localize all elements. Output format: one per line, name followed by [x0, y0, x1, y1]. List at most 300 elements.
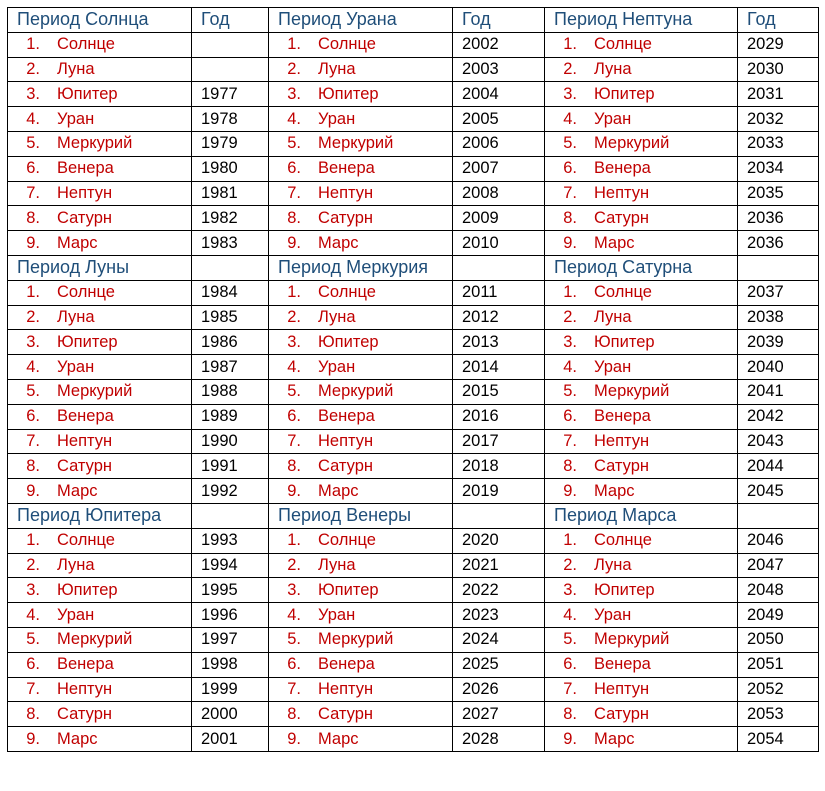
table-row: [8, 528, 819, 553]
list-number: 7.: [26, 679, 40, 698]
list-number: 2.: [26, 555, 40, 574]
planet-cell: [269, 404, 453, 429]
list-number: 1.: [563, 283, 577, 302]
year-cell: 2027: [453, 702, 545, 727]
period-title: Период Юпитера: [8, 503, 192, 528]
list-number: 7.: [563, 183, 577, 202]
planet-name: Уран: [594, 605, 632, 624]
planet-cell: [8, 603, 192, 628]
table-row: [8, 627, 819, 652]
planet-cell: [545, 479, 738, 504]
table-row: [8, 652, 819, 677]
planet-name: Меркурий: [57, 134, 133, 153]
planet-name: Юпитер: [318, 580, 379, 599]
planet-name: Марс: [594, 233, 635, 252]
list-number: 7.: [287, 183, 301, 202]
year-cell: 2048: [738, 578, 819, 603]
list-number: 6.: [26, 407, 40, 426]
planet-name: Юпитер: [318, 332, 379, 351]
planet-cell: [545, 231, 738, 256]
planet-name: Нептун: [318, 679, 374, 698]
list-number: 3.: [287, 84, 301, 103]
year-cell: 2045: [738, 479, 819, 504]
list-number: 4.: [287, 605, 301, 624]
planet-cell: [269, 206, 453, 231]
planet-name: Венера: [318, 655, 375, 674]
planet-periods-table: [7, 7, 819, 752]
planet-cell: [8, 429, 192, 454]
planet-cell: [269, 156, 453, 181]
list-number: 5.: [563, 134, 577, 153]
planet-name: Венера: [594, 159, 651, 178]
list-number: 5.: [26, 134, 40, 153]
year-cell: 1993: [192, 528, 269, 553]
table-row: [8, 603, 819, 628]
planet-name: Луна: [57, 555, 95, 574]
year-cell: 2004: [453, 82, 545, 107]
planet-cell: [545, 454, 738, 479]
year-cell: 2040: [738, 355, 819, 380]
year-cell: 2032: [738, 107, 819, 132]
list-number: 8.: [563, 704, 577, 723]
period-header-row: [8, 255, 819, 280]
planet-cell: [8, 107, 192, 132]
planet-cell: [269, 355, 453, 380]
list-number: 3.: [26, 580, 40, 599]
list-number: 1.: [26, 283, 40, 302]
list-number: 7.: [26, 183, 40, 202]
planet-name: Нептун: [57, 431, 113, 450]
table-row: [8, 82, 819, 107]
planet-cell: [8, 479, 192, 504]
year-cell: 2028: [453, 727, 545, 752]
year-cell: 2021: [453, 553, 545, 578]
planet-cell: [269, 32, 453, 57]
planet-cell: [8, 32, 192, 57]
year-cell: 1992: [192, 479, 269, 504]
year-cell: 2042: [738, 404, 819, 429]
list-number: 3.: [563, 332, 577, 351]
table-row: [8, 305, 819, 330]
planet-name: Солнце: [57, 283, 115, 302]
planet-cell: [269, 702, 453, 727]
year-cell: 2030: [738, 57, 819, 82]
planet-name: Солнце: [318, 531, 376, 550]
planet-cell: [269, 231, 453, 256]
year-cell: 2034: [738, 156, 819, 181]
planet-name: Уран: [57, 109, 95, 128]
planet-cell: [8, 131, 192, 156]
list-number: 1.: [26, 35, 40, 54]
list-number: 3.: [287, 580, 301, 599]
list-number: 4.: [287, 357, 301, 376]
year-cell: 2024: [453, 627, 545, 652]
list-number: 3.: [287, 332, 301, 351]
planet-name: Юпитер: [594, 84, 655, 103]
planet-cell: [8, 702, 192, 727]
planet-cell: [8, 454, 192, 479]
year-cell: 1986: [192, 330, 269, 355]
planet-name: Луна: [57, 307, 95, 326]
planet-name: Юпитер: [318, 84, 379, 103]
planet-name: Марс: [57, 233, 98, 252]
planet-cell: [8, 528, 192, 553]
year-cell: 2016: [453, 404, 545, 429]
planet-cell: [8, 652, 192, 677]
year-cell: 2005: [453, 107, 545, 132]
table-row: [8, 702, 819, 727]
list-number: 8.: [563, 456, 577, 475]
planet-name: Венера: [57, 407, 114, 426]
planet-cell: [545, 355, 738, 380]
list-number: 7.: [26, 431, 40, 450]
period-header-row: [8, 503, 819, 528]
period-title: Период Солнца: [8, 8, 192, 33]
planet-name: Нептун: [318, 183, 374, 202]
planet-name: Меркурий: [318, 382, 394, 401]
list-number: 5.: [563, 382, 577, 401]
list-number: 5.: [26, 630, 40, 649]
planet-cell: [269, 479, 453, 504]
planet-name: Луна: [594, 59, 632, 78]
list-number: 5.: [287, 134, 301, 153]
planet-cell: [269, 330, 453, 355]
planet-name: Уран: [318, 109, 356, 128]
list-number: 8.: [26, 456, 40, 475]
planet-name: Уран: [594, 357, 632, 376]
list-number: 2.: [563, 59, 577, 78]
planet-name: Юпитер: [57, 332, 118, 351]
year-cell: 1983: [192, 231, 269, 256]
planet-name: Меркурий: [57, 382, 133, 401]
planet-name: Нептун: [57, 183, 113, 202]
year-column-header: [738, 255, 819, 280]
list-number: 8.: [287, 208, 301, 227]
list-number: 7.: [563, 679, 577, 698]
table-row: [8, 727, 819, 752]
year-cell: 1982: [192, 206, 269, 231]
table-row: [8, 429, 819, 454]
planet-name: Юпитер: [594, 580, 655, 599]
planet-name: Луна: [318, 555, 356, 574]
planet-cell: [545, 330, 738, 355]
list-number: 6.: [563, 655, 577, 674]
year-cell: 1996: [192, 603, 269, 628]
planet-cell: [269, 379, 453, 404]
planet-cell: [269, 181, 453, 206]
planet-name: Марс: [594, 481, 635, 500]
planet-cell: [545, 528, 738, 553]
list-number: 3.: [26, 332, 40, 351]
table-row: [8, 479, 819, 504]
year-cell: 1981: [192, 181, 269, 206]
planet-name: Сатурн: [318, 704, 374, 723]
planet-name: Луна: [594, 555, 632, 574]
year-cell: 2010: [453, 231, 545, 256]
list-number: 1.: [287, 35, 301, 54]
period-title: Период Меркурия: [269, 255, 453, 280]
list-number: 4.: [26, 357, 40, 376]
year-cell: 2043: [738, 429, 819, 454]
year-cell: 1991: [192, 454, 269, 479]
year-cell: 1987: [192, 355, 269, 380]
list-number: 9.: [287, 233, 301, 252]
year-cell: 1978: [192, 107, 269, 132]
planet-name: Нептун: [594, 183, 650, 202]
list-number: 9.: [563, 481, 577, 500]
list-number: 9.: [287, 481, 301, 500]
planet-name: Солнце: [594, 531, 652, 550]
planet-cell: [545, 107, 738, 132]
year-column-header: [453, 255, 545, 280]
list-number: 9.: [563, 729, 577, 748]
year-cell: 2019: [453, 479, 545, 504]
list-number: 4.: [26, 605, 40, 624]
list-number: 4.: [26, 109, 40, 128]
planet-cell: [269, 578, 453, 603]
list-number: 6.: [26, 655, 40, 674]
year-cell: 2038: [738, 305, 819, 330]
year-cell: 2009: [453, 206, 545, 231]
list-number: 3.: [563, 84, 577, 103]
period-header-row: [8, 8, 819, 33]
planet-cell: [8, 355, 192, 380]
year-cell: 2037: [738, 280, 819, 305]
planet-cell: [545, 652, 738, 677]
planet-cell: [545, 553, 738, 578]
planet-name: Уран: [594, 109, 632, 128]
list-number: 4.: [287, 109, 301, 128]
year-cell: 2002: [453, 32, 545, 57]
planet-name: Нептун: [318, 431, 374, 450]
planet-name: Солнце: [57, 531, 115, 550]
list-number: 6.: [26, 159, 40, 178]
planet-cell: [545, 181, 738, 206]
table-row: [8, 379, 819, 404]
year-cell: [192, 57, 269, 82]
period-title: Период Нептуна: [545, 8, 738, 33]
planet-cell: [8, 305, 192, 330]
year-cell: [192, 32, 269, 57]
planet-cell: [269, 454, 453, 479]
planet-cell: [8, 330, 192, 355]
year-cell: 1979: [192, 131, 269, 156]
table-row: [8, 404, 819, 429]
list-number: 1.: [287, 283, 301, 302]
planet-name: Солнце: [57, 35, 115, 54]
planet-name: Марс: [594, 729, 635, 748]
table-row: [8, 57, 819, 82]
year-column-header: Год: [738, 8, 819, 33]
planet-name: Меркурий: [57, 630, 133, 649]
planet-name: Юпитер: [57, 580, 118, 599]
year-cell: 1995: [192, 578, 269, 603]
year-cell: 2000: [192, 702, 269, 727]
period-title: Период Сатурна: [545, 255, 738, 280]
planet-cell: [269, 305, 453, 330]
planet-cell: [269, 280, 453, 305]
planet-cell: [545, 429, 738, 454]
planet-cell: [269, 57, 453, 82]
planet-cell: [269, 652, 453, 677]
year-cell: 2041: [738, 379, 819, 404]
year-cell: 1990: [192, 429, 269, 454]
year-cell: 2023: [453, 603, 545, 628]
year-cell: 1994: [192, 553, 269, 578]
planet-cell: [8, 280, 192, 305]
planet-cell: [8, 578, 192, 603]
planet-name: Сатурн: [57, 704, 113, 723]
list-number: 4.: [563, 357, 577, 376]
planet-name: Нептун: [594, 679, 650, 698]
planet-name: Венера: [57, 159, 114, 178]
year-cell: 2001: [192, 727, 269, 752]
planet-cell: [269, 627, 453, 652]
planet-cell: [269, 107, 453, 132]
planet-name: Нептун: [594, 431, 650, 450]
planet-name: Юпитер: [57, 84, 118, 103]
planet-name: Луна: [594, 307, 632, 326]
planet-cell: [545, 727, 738, 752]
planet-cell: [545, 404, 738, 429]
planet-name: Луна: [318, 307, 356, 326]
planet-cell: [545, 156, 738, 181]
year-cell: 1998: [192, 652, 269, 677]
list-number: 2.: [563, 307, 577, 326]
planet-cell: [8, 156, 192, 181]
list-number: 7.: [563, 431, 577, 450]
planet-cell: [269, 131, 453, 156]
planet-cell: [545, 206, 738, 231]
planet-cell: [8, 727, 192, 752]
table-row: [8, 107, 819, 132]
year-cell: 1984: [192, 280, 269, 305]
list-number: 7.: [287, 431, 301, 450]
list-number: 6.: [287, 159, 301, 178]
list-number: 9.: [287, 729, 301, 748]
period-title: Период Луны: [8, 255, 192, 280]
planet-name: Марс: [318, 481, 359, 500]
list-number: 2.: [563, 555, 577, 574]
year-cell: 1989: [192, 404, 269, 429]
year-cell: 2015: [453, 379, 545, 404]
planet-name: Меркурий: [318, 134, 394, 153]
planet-name: Марс: [318, 729, 359, 748]
planet-name: Сатурн: [318, 208, 374, 227]
year-cell: 1999: [192, 677, 269, 702]
planet-cell: [545, 82, 738, 107]
table-row: [8, 578, 819, 603]
year-column-header: Год: [453, 8, 545, 33]
planet-name: Сатурн: [57, 456, 113, 475]
year-cell: 2025: [453, 652, 545, 677]
year-cell: 2049: [738, 603, 819, 628]
planet-cell: [8, 379, 192, 404]
year-cell: 2033: [738, 131, 819, 156]
planet-cell: [269, 553, 453, 578]
planet-cell: [8, 82, 192, 107]
planet-name: Меркурий: [594, 134, 670, 153]
table-row: [8, 181, 819, 206]
period-title: Период Урана: [269, 8, 453, 33]
planet-cell: [545, 603, 738, 628]
table-row: [8, 206, 819, 231]
list-number: 3.: [563, 580, 577, 599]
list-number: 2.: [26, 59, 40, 78]
list-number: 8.: [26, 208, 40, 227]
planet-name: Уран: [318, 357, 356, 376]
planet-cell: [269, 82, 453, 107]
planet-name: Сатурн: [594, 704, 650, 723]
planet-name: Сатурн: [318, 456, 374, 475]
planet-cell: [269, 603, 453, 628]
list-number: 9.: [26, 729, 40, 748]
year-cell: 1988: [192, 379, 269, 404]
list-number: 1.: [26, 531, 40, 550]
table-row: [8, 280, 819, 305]
planet-cell: [545, 280, 738, 305]
year-cell: 2050: [738, 627, 819, 652]
planet-cell: [545, 379, 738, 404]
period-title: Период Марса: [545, 503, 738, 528]
list-number: 3.: [26, 84, 40, 103]
year-cell: 2053: [738, 702, 819, 727]
year-column-header: [192, 503, 269, 528]
planet-cell: [8, 404, 192, 429]
list-number: 1.: [563, 35, 577, 54]
list-number: 8.: [287, 704, 301, 723]
planet-name: Юпитер: [594, 332, 655, 351]
table-row: [8, 330, 819, 355]
year-cell: 2013: [453, 330, 545, 355]
list-number: 5.: [563, 630, 577, 649]
planet-cell: [545, 702, 738, 727]
planet-cell: [8, 206, 192, 231]
planet-name: Венера: [594, 655, 651, 674]
year-cell: 2012: [453, 305, 545, 330]
list-number: 5.: [26, 382, 40, 401]
list-number: 4.: [563, 109, 577, 128]
planet-cell: [545, 57, 738, 82]
year-cell: 2007: [453, 156, 545, 181]
year-column-header: [192, 255, 269, 280]
year-cell: 2051: [738, 652, 819, 677]
planet-name: Сатурн: [57, 208, 113, 227]
list-number: 2.: [26, 307, 40, 326]
table-row: [8, 355, 819, 380]
planet-name: Меркурий: [594, 630, 670, 649]
list-number: 9.: [563, 233, 577, 252]
planet-name: Солнце: [318, 35, 376, 54]
planet-cell: [8, 677, 192, 702]
year-column-header: Год: [192, 8, 269, 33]
list-number: 5.: [287, 382, 301, 401]
table-row: [8, 156, 819, 181]
list-number: 4.: [563, 605, 577, 624]
table-row: [8, 553, 819, 578]
year-cell: 2017: [453, 429, 545, 454]
planet-name: Нептун: [57, 679, 113, 698]
list-number: 6.: [563, 159, 577, 178]
list-number: 9.: [26, 481, 40, 500]
year-cell: 2047: [738, 553, 819, 578]
planet-name: Луна: [57, 59, 95, 78]
year-cell: 2035: [738, 181, 819, 206]
planet-name: Меркурий: [318, 630, 394, 649]
planet-cell: [545, 677, 738, 702]
list-number: 9.: [26, 233, 40, 252]
period-title: Период Венеры: [269, 503, 453, 528]
